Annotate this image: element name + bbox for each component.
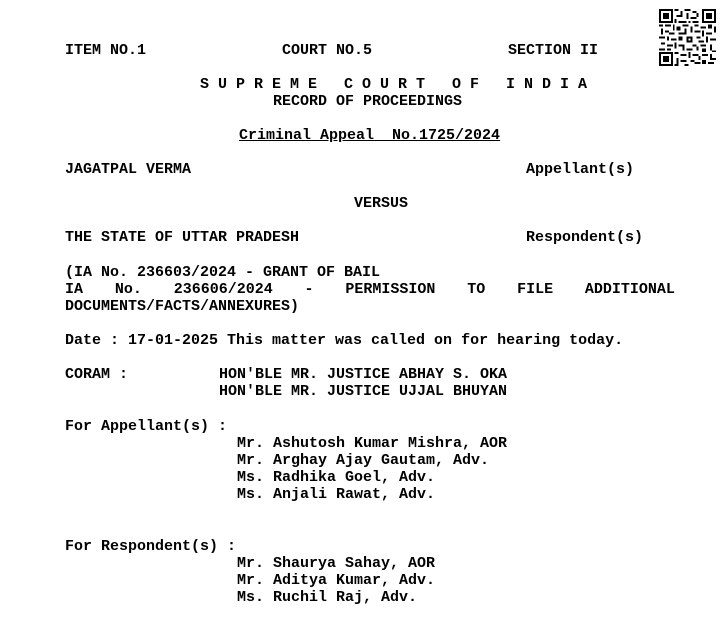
- counsel-name: Ms. Radhika Goel, Adv.: [237, 469, 436, 486]
- case-title: Criminal Appeal No.1725/2024: [239, 127, 501, 144]
- counsel-name: Ms. Ruchil Raj, Adv.: [237, 589, 418, 606]
- qr-code-icon: [659, 9, 716, 66]
- court-name: S U P R E M E C O U R T O F I N D I A: [200, 76, 588, 93]
- application-line-2: [65, 281, 675, 298]
- qr-code: [659, 9, 716, 66]
- appellant-name: JAGATPAL VERMA: [65, 161, 192, 178]
- application-line-1: (IA No. 236603/2024 - GRANT OF BAIL: [65, 264, 381, 281]
- counsel-name: Ms. Anjali Rawat, Adv.: [237, 486, 436, 503]
- record-title: RECORD OF PROCEEDINGS: [273, 93, 463, 110]
- respondent-role: Respondent(s): [526, 229, 644, 246]
- application-word: TO: [467, 281, 486, 298]
- versus-label: VERSUS: [354, 195, 409, 212]
- appellant-counsel-label: For Appellant(s) :: [65, 418, 228, 435]
- hearing-date-line: Date : 17-01-2025 This matter was called on for hearing today.: [65, 332, 624, 349]
- coram-judge: HON'BLE MR. JUSTICE UJJAL BHUYAN: [219, 383, 508, 400]
- appellant-role: Appellant(s): [526, 161, 635, 178]
- application-word: FILE: [517, 281, 554, 298]
- counsel-name: Mr. Aditya Kumar, Adv.: [237, 572, 436, 589]
- application-line-3: DOCUMENTS/FACTS/ANNEXURES): [65, 298, 300, 315]
- coram-label: CORAM :: [65, 366, 129, 383]
- application-word: IA: [65, 281, 84, 298]
- counsel-name: Mr. Shaurya Sahay, AOR: [237, 555, 436, 572]
- respondent-counsel-label: For Respondent(s) :: [65, 538, 237, 555]
- application-word: No.: [114, 281, 142, 298]
- application-word: -: [304, 281, 314, 298]
- application-word: 236606/2024: [173, 281, 273, 298]
- application-word: PERMISSION: [345, 281, 436, 298]
- counsel-name: Mr. Arghay Ajay Gautam, Adv.: [237, 452, 490, 469]
- court-number: COURT NO.5: [282, 42, 373, 59]
- application-word: ADDITIONAL: [584, 281, 675, 298]
- coram-judge: HON'BLE MR. JUSTICE ABHAY S. OKA: [219, 366, 508, 383]
- item-number: ITEM NO.1: [65, 42, 147, 59]
- section-number: SECTION II: [508, 42, 599, 59]
- respondent-name: THE STATE OF UTTAR PRADESH: [65, 229, 300, 246]
- counsel-name: Mr. Ashutosh Kumar Mishra, AOR: [237, 435, 508, 452]
